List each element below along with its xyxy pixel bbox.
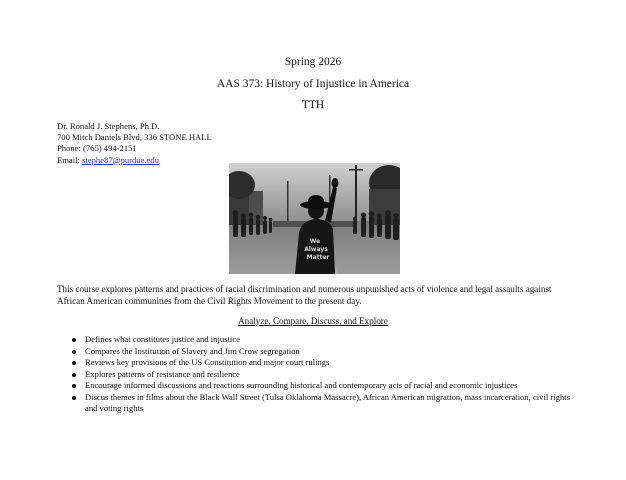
bullet-dot-icon <box>72 373 76 377</box>
email-link[interactable]: stephe87@purdue.edu <box>82 154 159 165</box>
bullet-dot-icon <box>72 396 76 400</box>
instructor-email-line <box>57 155 212 166</box>
shirt-text-line-1: We <box>309 238 321 245</box>
list-item <box>57 392 577 413</box>
list-item-text: Reviews key provisions of the US Constitution and major court rulings <box>85 357 330 368</box>
meeting-days: TTH <box>301 99 325 111</box>
list-item-text: Compares the Institution of Slavery and Jim Crow segregation <box>85 345 300 356</box>
protest-photo-illustration <box>229 163 400 274</box>
instructor-phone: Phone: (765) 494-2151 <box>57 143 137 154</box>
list-item <box>57 380 577 391</box>
email-label: Email: <box>57 154 83 165</box>
bullet-dot-icon <box>72 338 76 342</box>
instructor-contact <box>57 121 212 166</box>
list-item-text: Discus themes in films about the Black Wall Street (Tulsa Oklahoma Massacre), African American migration, mass incarceration, civil rights and voting rights <box>85 391 570 413</box>
list-item <box>57 346 577 357</box>
list-item <box>57 357 577 368</box>
instructor-address: 700 Mitch Daniels Blvd, 336 STONE HALL <box>57 132 212 143</box>
objectives-list <box>57 334 577 414</box>
list-item-text: Defines what constitutes justice and injustice <box>85 334 240 344</box>
bullet-dot-icon <box>72 361 76 365</box>
term-heading: Spring 2026 <box>284 56 342 68</box>
shirt-text-line-2: Always <box>304 246 328 253</box>
bullet-dot-icon <box>72 384 76 388</box>
bullet-dot-icon <box>72 350 76 354</box>
list-item-text: Explores patterns of resistance and resilience <box>85 368 240 379</box>
objectives-subheading: Analyze, Compare, Discuss, and Explore <box>238 316 388 326</box>
list-item-text: Encourage informed discussions and reactions surrounding historical and contemporary acts of racial and economic injustices <box>85 380 518 391</box>
course-title: AAS 373: History of Injustice in America <box>216 78 410 90</box>
protest-photo <box>229 163 400 274</box>
list-item <box>57 334 577 345</box>
shirt-text-line-3: Matter <box>306 254 330 261</box>
list-item <box>57 369 577 380</box>
course-description: This course explores patterns and practices of racial discrimination and numerous unpunished acts of violence and legal assaults against African American communities from the Civil Rights Movement to the present day. <box>57 284 552 306</box>
instructor-name: Dr. Ronald J. Stephens, Ph.D. <box>57 121 160 131</box>
